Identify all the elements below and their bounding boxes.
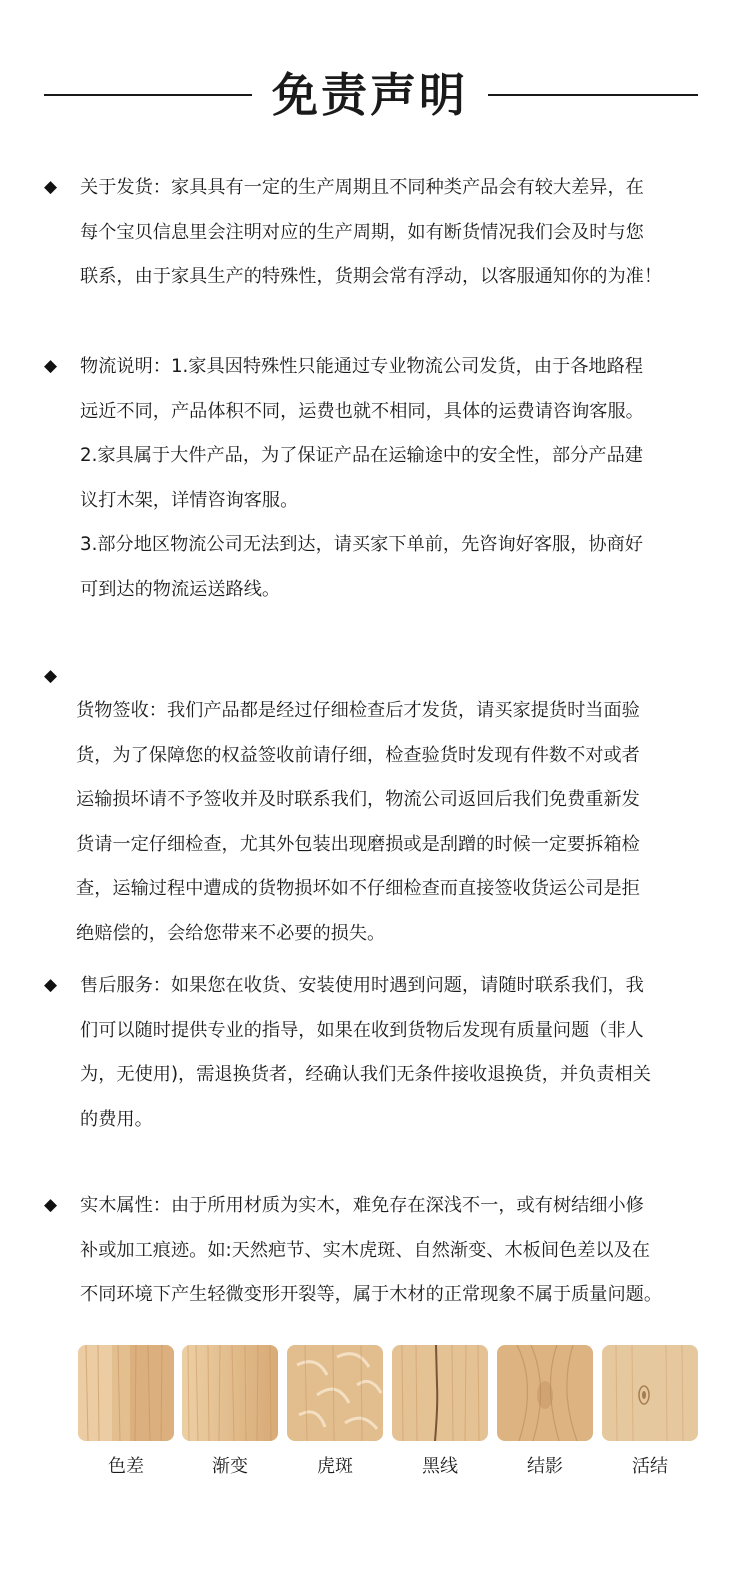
text-line: 货请一定仔细检查，尤其外包装出现磨损或是刮蹭的时候一定要拆箱检 <box>76 833 640 855</box>
text-line: 不同环境下产生轻微变形开裂等，属于木材的正常现象不属于质量问题。 <box>80 1284 663 1305</box>
diamond-bullet-icon: ◆ <box>44 975 58 995</box>
text-line: 为，无使用)，需退换货者，经确认我们无条件接收退换货，并负责相关 <box>80 1064 651 1085</box>
text-line: 2.家具属于大件产品，为了保证产品在运输途中的安全性，部分产品建 <box>80 445 643 466</box>
text-line: 每个宝贝信息里会注明对应的生产周期，如有断货情况我们会及时与您 <box>80 221 644 243</box>
wood-sample-tiger-stripe <box>287 1345 383 1479</box>
shipping-text <box>80 166 720 300</box>
diamond-bullet-icon: ◆ <box>44 666 58 686</box>
diamond-bullet-icon: ◆ <box>44 177 58 197</box>
text-line: 绝赔偿的，会给您带来不必要的损失。 <box>76 922 386 944</box>
wood-sample-color-difference <box>78 1345 174 1479</box>
wood-sample-label: 结影 <box>527 1456 563 1477</box>
title-row <box>0 62 750 128</box>
text-line: 货，为了保障您的权益签收前请仔细，检查验货时发现有件数不对或者 <box>76 744 640 766</box>
wood-swatch-image <box>78 1345 174 1441</box>
wood-swatch-image <box>392 1345 488 1441</box>
text-line: 售后服务：如果您在收货、安装使用时遇到问题，请随时联系我们，我 <box>80 975 644 996</box>
text-line: 3.部分地区物流公司无法到达，请买家下单前，先咨询好客服，协商好 <box>80 534 643 555</box>
wood-sample-label: 虎斑 <box>317 1456 353 1477</box>
wood-swatch-image <box>182 1345 278 1441</box>
text-line: 联系，由于家具生产的特殊性，货期会常有浮动，以客服通知你的为准！ <box>80 266 663 287</box>
diamond-bullet-icon: ◆ <box>44 356 58 376</box>
text-line: 货物签收：我们产品都是经过仔细检查后才发货，请买家提货时当面验 <box>76 700 640 721</box>
text-line: 物流说明：1.家具因特殊性只能通过专业物流公司发货，由于各地路程 <box>80 356 643 377</box>
title-divider-left <box>44 94 252 96</box>
wood-properties-text <box>80 1184 720 1318</box>
wood-swatch-image <box>602 1345 698 1441</box>
wood-sample-gradient <box>182 1345 278 1479</box>
wood-sample-knot-shadow <box>497 1345 593 1479</box>
text-line: 的费用。 <box>80 1108 153 1130</box>
wood-sample-gallery <box>78 1345 698 1495</box>
diamond-bullet-icon: ◆ <box>44 1195 58 1215</box>
title-divider-right <box>488 94 698 96</box>
wood-sample-label: 黑线 <box>422 1456 458 1477</box>
logistics-text <box>80 345 720 612</box>
wood-swatch-image <box>497 1345 593 1441</box>
page-title: 免责声明 <box>272 68 468 122</box>
wood-sample-label: 渐变 <box>212 1456 248 1477</box>
text-line: 们可以随时提供专业的指导，如果在收到货物后发现有质量问题（非人 <box>80 1019 644 1041</box>
text-line: 运输损坏请不予签收并及时联系我们，物流公司返回后我们免费重新发 <box>76 789 640 810</box>
text-line: 查，运输过程中遭成的货物损坏如不仔细检查而直接签收货运公司是拒 <box>76 878 640 899</box>
text-line: 议打木架，详情咨询客服。 <box>80 489 299 511</box>
text-line: 关于发货：家具具有一定的生产周期且不同种类产品会有较大差异，在 <box>80 177 644 198</box>
text-line: 补或加工痕迹。如:天然疤节、实木虎斑、自然渐变、木板间色差以及在 <box>80 1239 650 1261</box>
wood-sample-live-knot <box>602 1345 698 1479</box>
wood-sample-black-line <box>392 1345 488 1479</box>
text-line: 实木属性：由于所用材质为实木，难免存在深浅不一，或有树结细小修 <box>80 1195 644 1216</box>
receipt-text <box>76 689 716 956</box>
wood-sample-label: 色差 <box>108 1456 144 1477</box>
wood-swatch-image <box>287 1345 383 1441</box>
text-line: 可到达的物流运送路线。 <box>80 578 281 600</box>
wood-sample-label: 活结 <box>632 1456 668 1477</box>
after-sales-text <box>80 964 720 1142</box>
text-line: 远近不同，产品体积不同，运费也就不相同，具体的运费请咨询客服。 <box>80 400 644 422</box>
